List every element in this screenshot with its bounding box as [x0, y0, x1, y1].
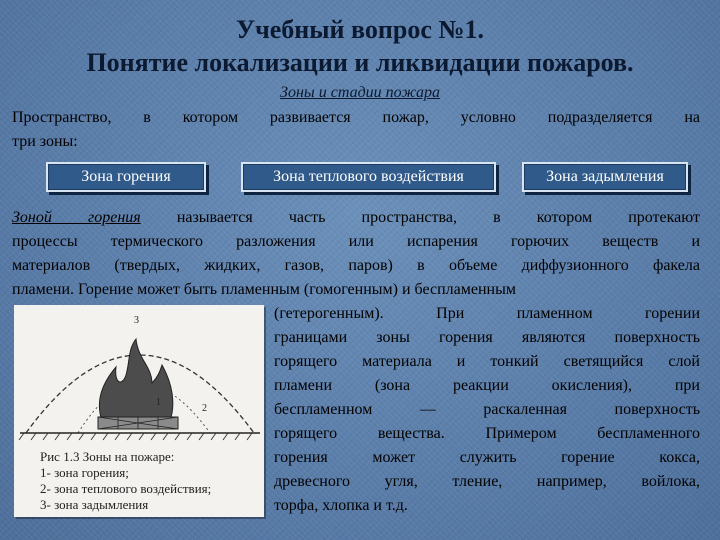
- paragraph-right-line-5: беспламенном — раскаленная поверхность: [274, 401, 700, 418]
- paragraph-right-line-4: пламени (зона реакции окисления), при: [274, 377, 700, 394]
- paragraph-line-2: процессы термического разложения или испарения горючих веществ и: [12, 233, 700, 250]
- slide-title-line1: Учебный вопрос №1.: [235, 15, 484, 44]
- term-burning-zone: Зоной горения: [12, 209, 141, 226]
- paragraph-right-line-1: (гетерогенным). При пламенном горении: [274, 305, 700, 322]
- paragraph-right-line-7: горения может служить горение кокса,: [274, 449, 700, 466]
- paragraph-right-line-6: горящего вещества. Примером беспламенного: [274, 425, 700, 442]
- paragraph-right-line-9: торфа, хлопка и т.д.: [274, 497, 408, 514]
- paragraph-line-1: [12, 206, 700, 230]
- label-zone-3: 3: [134, 315, 139, 326]
- figure-caption-item-1: 1- зона горения;: [40, 465, 129, 480]
- section-subtitle: Зоны и стадии пожара: [280, 84, 440, 101]
- paragraph-right-line-3: горящего материала и тонкий светящийся слой: [274, 353, 700, 370]
- ground-hatch: [19, 433, 252, 440]
- paragraph-line-4: пламени. Горение может быть пламенным (гомогенным) и беспламенным: [12, 281, 516, 298]
- slide-title-line2: Понятие локализации и ликвидации пожаров.: [86, 48, 634, 77]
- zone-box-burning: Зона горения: [46, 162, 206, 192]
- intro-line-2: три зоны:: [12, 133, 78, 150]
- label-zone-1: 1: [156, 397, 161, 408]
- figure-caption-item-3: 3- зона задымления: [40, 497, 149, 512]
- figure-caption-title: Рис 1.3 Зоны на пожаре:: [40, 449, 175, 464]
- paragraph-right-line-2: границами зоны горения являются поверхность: [274, 329, 700, 346]
- figure-caption-item-2: 2- зона теплового воздействия;: [40, 481, 212, 496]
- label-zone-2: 2: [202, 403, 207, 414]
- paragraph-right-line-8: древесного угля, тление, например, войлока,: [274, 473, 700, 490]
- zone-box-heat: Зона теплового воздействия: [241, 162, 496, 192]
- fire-zones-figure: [14, 305, 264, 517]
- paragraph-line-1-rest: называется часть пространства, в котором протекают: [140, 209, 701, 226]
- zone-box-smoke: Зона задымления: [522, 162, 688, 192]
- intro-line-1: Пространство, в котором развивается пожар, условно подразделяется на: [12, 109, 700, 126]
- flame-icon: [99, 339, 172, 421]
- paragraph-line-3: материалов (твердых, жидких, газов, паров) в объеме диффузионного факела: [12, 257, 700, 274]
